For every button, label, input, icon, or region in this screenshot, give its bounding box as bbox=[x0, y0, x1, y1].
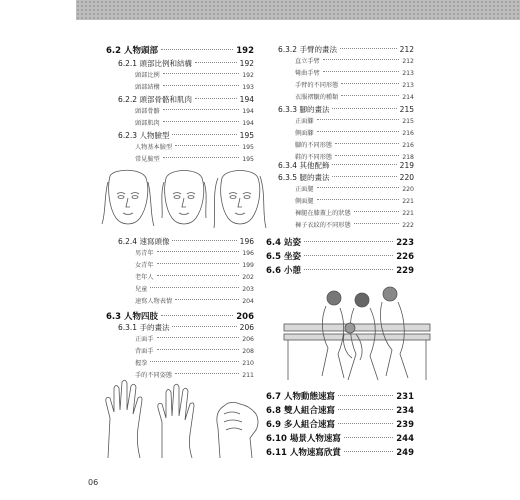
toc-entry-title: 鞋的不同形態 bbox=[295, 154, 333, 161]
toc-entry-title: 6.10 場景人物速寫 bbox=[266, 434, 341, 444]
toc-entry bbox=[295, 220, 414, 229]
toc-entry bbox=[295, 196, 414, 205]
toc-entry-page: 192 bbox=[239, 59, 254, 68]
toc-leader-dots bbox=[163, 109, 239, 110]
toc-leader-dots bbox=[317, 199, 400, 200]
toc-entry-page: 192 bbox=[236, 46, 254, 56]
toc-leader-dots bbox=[157, 349, 240, 350]
hand-sketches-illustration bbox=[100, 378, 268, 460]
toc-entry bbox=[135, 296, 254, 305]
toc-entry-page: 195 bbox=[239, 131, 254, 140]
toc-entry bbox=[135, 248, 254, 257]
toc-entry-page: 210 bbox=[242, 360, 254, 367]
toc-entry-page: 213 bbox=[402, 70, 414, 77]
toc-entry bbox=[135, 154, 254, 163]
page-number: 06 bbox=[88, 478, 99, 487]
toc-entry-title: 背面手 bbox=[135, 348, 154, 355]
toc-entry-page: 193 bbox=[242, 84, 254, 91]
toc-entry-page: 206 bbox=[239, 323, 254, 332]
toc-leader-dots bbox=[304, 241, 393, 242]
toc-entry bbox=[278, 44, 414, 55]
toc-entry-page: 196 bbox=[242, 250, 254, 257]
toc-leader-dots bbox=[341, 83, 399, 84]
toc-entry bbox=[118, 94, 254, 105]
toc-entry-title: 人物基本臉型 bbox=[135, 144, 173, 151]
toc-entry-title: 頭部肌肉 bbox=[135, 120, 160, 127]
toc-entry-page: 212 bbox=[399, 45, 414, 54]
toc-leader-dots bbox=[157, 275, 240, 276]
toc-entry bbox=[135, 82, 254, 91]
toc-entry bbox=[266, 446, 414, 458]
toc-leader-dots bbox=[332, 176, 396, 177]
toc-entry-page: 196 bbox=[239, 237, 254, 246]
toc-entry bbox=[278, 104, 414, 115]
people-on-bench-illustration bbox=[282, 284, 432, 384]
toc-entry-title: 6.2.3 人物臉型 bbox=[118, 131, 170, 140]
toc-entry-title: 褲子衣紋的不同形態 bbox=[295, 222, 351, 229]
toc-entry bbox=[295, 80, 414, 89]
toc-leader-dots bbox=[163, 121, 239, 122]
toc-entry-title: 頭部結構 bbox=[135, 84, 160, 91]
toc-entry-page: 216 bbox=[402, 130, 414, 137]
toc-entry-page: 194 bbox=[242, 120, 254, 127]
toc-entry-title: 6.9 多人組合速寫 bbox=[266, 420, 336, 430]
toc-leader-dots bbox=[163, 73, 239, 74]
toc-entry bbox=[135, 118, 254, 127]
toc-entry-page: 203 bbox=[242, 286, 254, 293]
toc-entry-page: 206 bbox=[242, 336, 254, 343]
toc-entry-title: 側面腳 bbox=[295, 130, 314, 137]
toc-entry-title: 6.3.4 其他配飾 bbox=[278, 161, 330, 170]
toc-entry-page: 206 bbox=[236, 312, 254, 322]
toc-leader-dots bbox=[172, 134, 236, 135]
toc-leader-dots bbox=[195, 62, 237, 63]
toc-entry-title: 6.2.2 頭部骨骼和肌肉 bbox=[118, 95, 192, 104]
toc-entry bbox=[118, 322, 254, 333]
toc-entry-page: 219 bbox=[399, 161, 414, 170]
toc-entry-title: 側面腿 bbox=[295, 198, 314, 205]
toc-entry-title: 常見臉型 bbox=[135, 156, 160, 163]
toc-entry-title: 兒童 bbox=[135, 286, 148, 293]
toc-leader-dots bbox=[338, 395, 393, 396]
toc-entry bbox=[295, 184, 414, 193]
toc-entry bbox=[118, 236, 254, 247]
toc-entry-page: 244 bbox=[396, 434, 414, 444]
toc-entry-title: 頭部比例 bbox=[135, 72, 160, 79]
toc-entry-page: 223 bbox=[396, 238, 414, 248]
toc-entry-title: 握拳 bbox=[135, 360, 148, 367]
toc-entry bbox=[266, 418, 414, 430]
toc-entry-page: 195 bbox=[242, 144, 254, 151]
toc-entry bbox=[295, 56, 414, 65]
toc-leader-dots bbox=[338, 423, 393, 424]
toc-entry-page: 234 bbox=[396, 406, 414, 416]
toc-entry-page: 194 bbox=[239, 95, 254, 104]
toc-leader-dots bbox=[161, 49, 233, 50]
toc-entry bbox=[135, 284, 254, 293]
toc-entry-title: 6.7 人物動態速寫 bbox=[266, 392, 336, 402]
toc-entry bbox=[106, 310, 254, 322]
toc-leader-dots bbox=[341, 95, 399, 96]
toc-leader-dots bbox=[317, 187, 400, 188]
toc-entry bbox=[135, 260, 254, 269]
toc-entry-title: 褲腿在膝蓋上的狀態 bbox=[295, 210, 351, 217]
toc-entry bbox=[266, 432, 414, 444]
toc-leader-dots bbox=[157, 337, 240, 338]
toc-leader-dots bbox=[344, 451, 393, 452]
toc-entry bbox=[295, 92, 414, 101]
toc-entry-page: 215 bbox=[399, 105, 414, 114]
toc-entry bbox=[135, 142, 254, 151]
toc-entry-page: 226 bbox=[396, 252, 414, 262]
toc-entry bbox=[295, 208, 414, 217]
toc-entry-title: 6.5 坐姿 bbox=[266, 252, 302, 262]
toc-entry-title: 6.2.1 頭部比例和結構 bbox=[118, 59, 192, 68]
toc-leader-dots bbox=[323, 71, 399, 72]
toc-leader-dots bbox=[340, 48, 397, 49]
toc-entry bbox=[278, 172, 414, 183]
toc-entry bbox=[135, 346, 254, 355]
toc-entry-title: 男青年 bbox=[135, 250, 154, 257]
toc-leader-dots bbox=[150, 361, 239, 362]
toc-entry-page: 192 bbox=[242, 72, 254, 79]
toc-entry-page: 221 bbox=[402, 198, 414, 205]
toc-leader-dots bbox=[163, 85, 239, 86]
toc-entry bbox=[266, 250, 414, 262]
toc-leader-dots bbox=[161, 315, 233, 316]
toc-leader-dots bbox=[304, 269, 393, 270]
toc-entry-page: 208 bbox=[242, 348, 254, 355]
toc-entry-title: 6.3.5 腿的畫法 bbox=[278, 173, 330, 182]
toc-entry-title: 速寫人物表情 bbox=[135, 298, 173, 305]
toc-entry bbox=[295, 128, 414, 137]
toc-entry-page: 218 bbox=[402, 154, 414, 161]
toc-leader-dots bbox=[175, 299, 239, 300]
toc-entry-page: 199 bbox=[242, 262, 254, 269]
toc-leader-dots bbox=[163, 157, 239, 158]
toc-entry-title: 6.6 小憩 bbox=[266, 266, 302, 276]
toc-leader-dots bbox=[150, 287, 239, 288]
toc-entry-page: 204 bbox=[242, 298, 254, 305]
toc-entry-title: 6.11 人物速寫欣賞 bbox=[266, 448, 341, 458]
toc-leader-dots bbox=[157, 251, 240, 252]
toc-entry-page: 222 bbox=[402, 222, 414, 229]
toc-entry-title: 正面腿 bbox=[295, 186, 314, 193]
toc-entry-page: 220 bbox=[402, 186, 414, 193]
toc-entry-title: 彎曲手臂 bbox=[295, 70, 320, 77]
toc-entry bbox=[135, 272, 254, 281]
toc-entry-page: 249 bbox=[396, 448, 414, 458]
toc-entry bbox=[135, 358, 254, 367]
toc-entry-page: 213 bbox=[402, 82, 414, 89]
toc-entry-page: 229 bbox=[396, 266, 414, 276]
toc-entry bbox=[278, 160, 414, 171]
toc-leader-dots bbox=[354, 211, 400, 212]
toc-leader-dots bbox=[172, 240, 236, 241]
toc-entry-title: 6.3 人物四肢 bbox=[106, 312, 159, 322]
toc-entry-title: 正面手 bbox=[135, 336, 154, 343]
toc-entry-page: 215 bbox=[402, 118, 414, 125]
toc-entry-title: 6.8 雙人組合速寫 bbox=[266, 406, 336, 416]
toc-entry bbox=[266, 390, 414, 402]
toc-entry bbox=[135, 334, 254, 343]
toc-entry-title: 6.3.3 腳的畫法 bbox=[278, 105, 330, 114]
toc-leader-dots bbox=[304, 255, 393, 256]
toc-entry-title: 頭部骨骼 bbox=[135, 108, 160, 115]
toc-entry bbox=[295, 68, 414, 77]
toc-entry-title: 手臂的不同形態 bbox=[295, 82, 339, 89]
toc-entry-title: 腳的不同形態 bbox=[295, 142, 333, 149]
toc-entry-title: 手的不同姿態 bbox=[135, 372, 173, 379]
toc-leader-dots bbox=[323, 59, 399, 60]
toc-leader-dots bbox=[354, 223, 400, 224]
toc-leader-dots bbox=[175, 145, 239, 146]
toc-entry bbox=[135, 106, 254, 115]
toc-entry-title: 6.2 人物頭部 bbox=[106, 46, 159, 56]
toc-leader-dots bbox=[317, 119, 400, 120]
toc-entry-page: 194 bbox=[242, 108, 254, 115]
toc-entry-title: 6.2.4 速寫頭像 bbox=[118, 237, 170, 246]
toc-leader-dots bbox=[335, 143, 399, 144]
toc-entry bbox=[118, 130, 254, 141]
toc-leader-dots bbox=[317, 131, 400, 132]
toc-entry-page: 195 bbox=[242, 156, 254, 163]
toc-leader-dots bbox=[175, 373, 239, 374]
toc-entry-page: 239 bbox=[396, 420, 414, 430]
toc-leader-dots bbox=[157, 263, 240, 264]
toc-entry-title: 6.4 站姿 bbox=[266, 238, 302, 248]
toc-entry bbox=[266, 236, 414, 248]
toc-entry-page: 216 bbox=[402, 142, 414, 149]
toc-entry-page: 212 bbox=[402, 58, 414, 65]
toc-entry-title: 直立手臂 bbox=[295, 58, 320, 65]
toc-entry-page: 202 bbox=[242, 274, 254, 281]
toc-entry-title: 6.3.2 手臂的畫法 bbox=[278, 45, 337, 54]
toc-entry-title: 女青年 bbox=[135, 262, 154, 269]
face-sketches-illustration bbox=[100, 168, 268, 230]
toc-entry-page: 231 bbox=[396, 392, 414, 402]
toc-leader-dots bbox=[332, 108, 396, 109]
header-pattern-band bbox=[76, 0, 520, 20]
toc-entry bbox=[135, 70, 254, 79]
toc-entry bbox=[295, 140, 414, 149]
toc-leader-dots bbox=[335, 155, 399, 156]
toc-leader-dots bbox=[332, 164, 396, 165]
toc-entry bbox=[106, 44, 254, 56]
toc-entry-page: 220 bbox=[399, 173, 414, 182]
toc-entry-page: 221 bbox=[402, 210, 414, 217]
toc-leader-dots bbox=[195, 98, 237, 99]
toc-entry-page: 211 bbox=[242, 372, 254, 379]
toc-entry-page: 214 bbox=[402, 94, 414, 101]
toc-entry-title: 6.3.1 手的畫法 bbox=[118, 323, 170, 332]
toc-entry-title: 正面腳 bbox=[295, 118, 314, 125]
toc-leader-dots bbox=[344, 437, 393, 438]
toc-leader-dots bbox=[338, 409, 393, 410]
toc-entry bbox=[295, 116, 414, 125]
toc-entry-title: 老年人 bbox=[135, 274, 154, 281]
toc-entry bbox=[266, 404, 414, 416]
toc-leader-dots bbox=[172, 326, 236, 327]
toc-entry-title: 衣服褶皺的種類 bbox=[295, 94, 339, 101]
toc-entry bbox=[118, 58, 254, 69]
toc-entry bbox=[266, 264, 414, 276]
